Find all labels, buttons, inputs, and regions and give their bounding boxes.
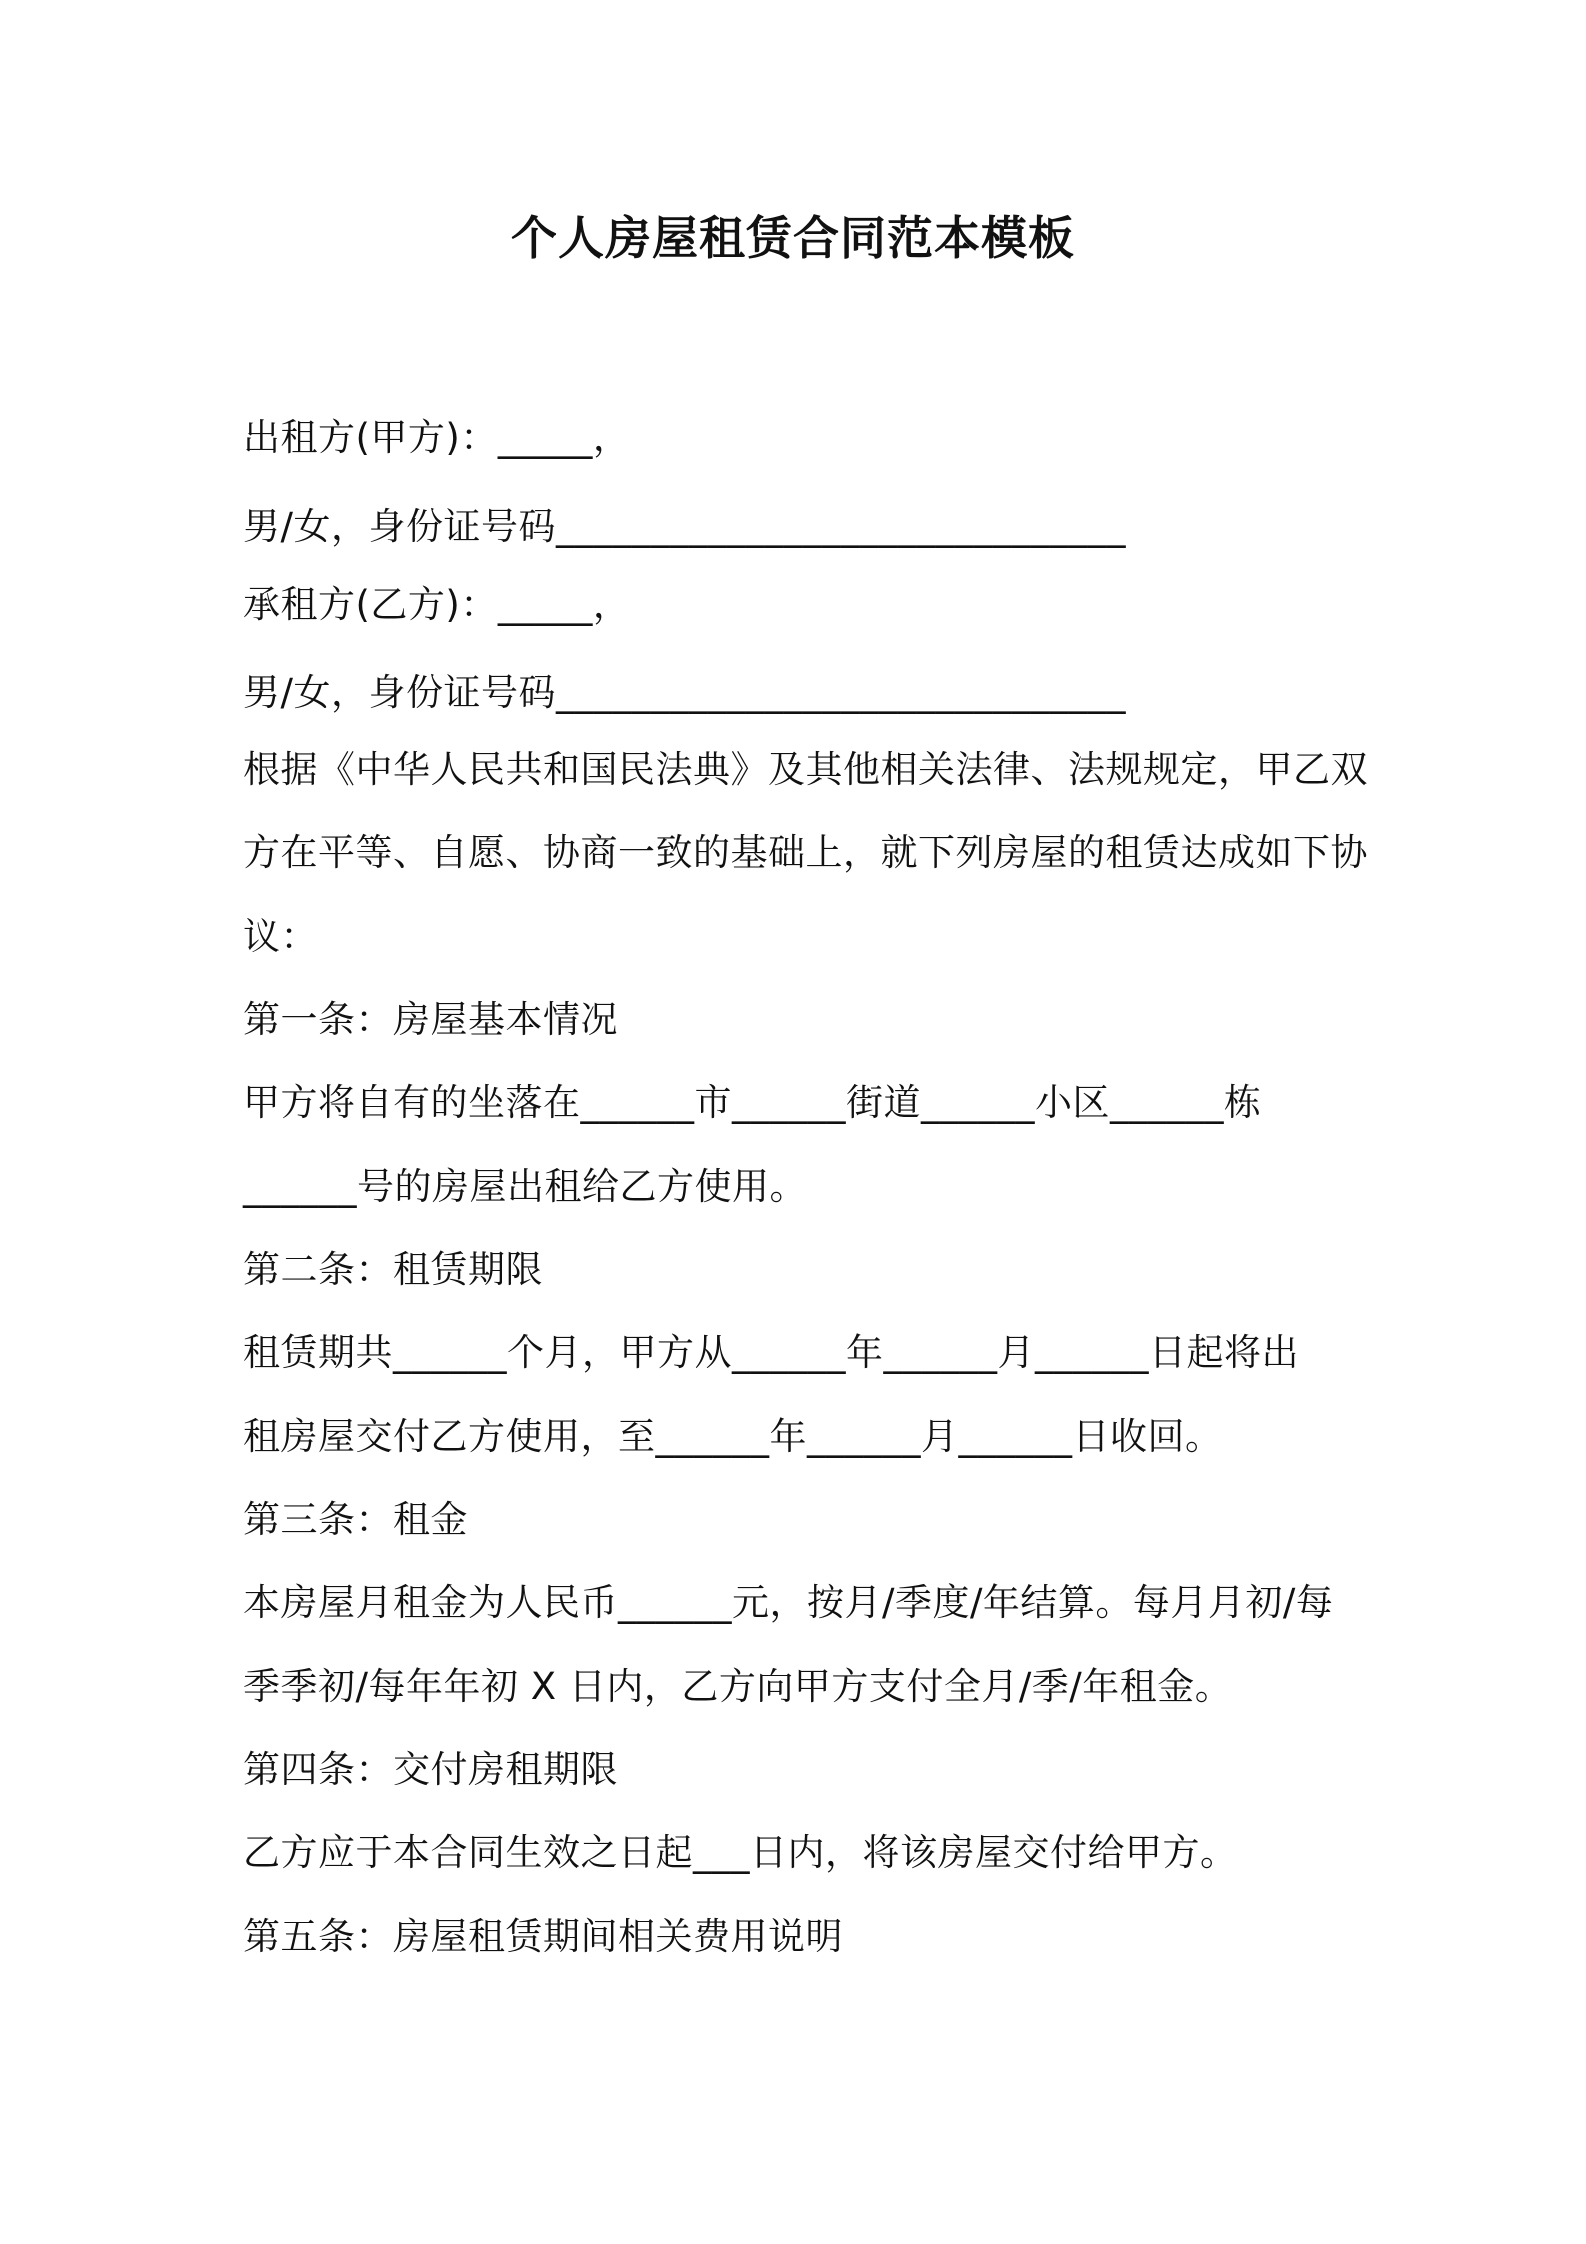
article-3-heading: 第三条：租金 bbox=[243, 1498, 468, 1541]
article-1-text-2: ______号的房屋出租给乙方使用。 bbox=[243, 1165, 807, 1208]
preamble-line-2: 方在平等、自愿、协商一致的基础上，就下列房屋的租赁达成如下协 bbox=[243, 831, 1368, 874]
article-2-text-1: 租赁期共______个月，甲方从______年______月______日起将出 bbox=[243, 1331, 1299, 1374]
party-b-line: 承租方(乙方)：_____， bbox=[243, 583, 631, 626]
article-4-text-1: 乙方应于本合同生效之日起___日内，将该房屋交付给甲方。 bbox=[243, 1831, 1238, 1874]
article-3-text-2: 季季初/每年年初 X 日内，乙方向甲方支付全月/季/年租金。 bbox=[243, 1665, 1233, 1708]
document-title: 个人房屋租赁合同范本模板 bbox=[511, 211, 1075, 265]
article-3-text-1: 本房屋月租金为人民币______元，按月/季度/年结算。每月月初/每 bbox=[243, 1581, 1334, 1624]
party-a-line: 出租方(甲方)：_____， bbox=[243, 416, 631, 459]
article-2-heading: 第二条：租赁期限 bbox=[243, 1248, 543, 1291]
party-a-id-line: 男/女，身份证号码______________________________ bbox=[243, 505, 1126, 548]
preamble-line-3: 议： bbox=[243, 915, 318, 958]
article-4-heading: 第四条：交付房租期限 bbox=[243, 1748, 618, 1791]
article-1-text-1: 甲方将自有的坐落在______市______街道______小区______栋 bbox=[243, 1081, 1262, 1124]
article-5-heading: 第五条：房屋租赁期间相关费用说明 bbox=[243, 1915, 843, 1958]
article-2-text-2: 租房屋交付乙方使用，至______年______月______日收回。 bbox=[243, 1415, 1223, 1458]
preamble-line-1: 根据《中华人民共和国民法典》及其他相关法律、法规规定，甲乙双 bbox=[243, 748, 1368, 791]
article-1-heading: 第一条：房屋基本情况 bbox=[243, 998, 618, 1041]
party-b-id-line: 男/女，身份证号码______________________________ bbox=[243, 671, 1126, 714]
